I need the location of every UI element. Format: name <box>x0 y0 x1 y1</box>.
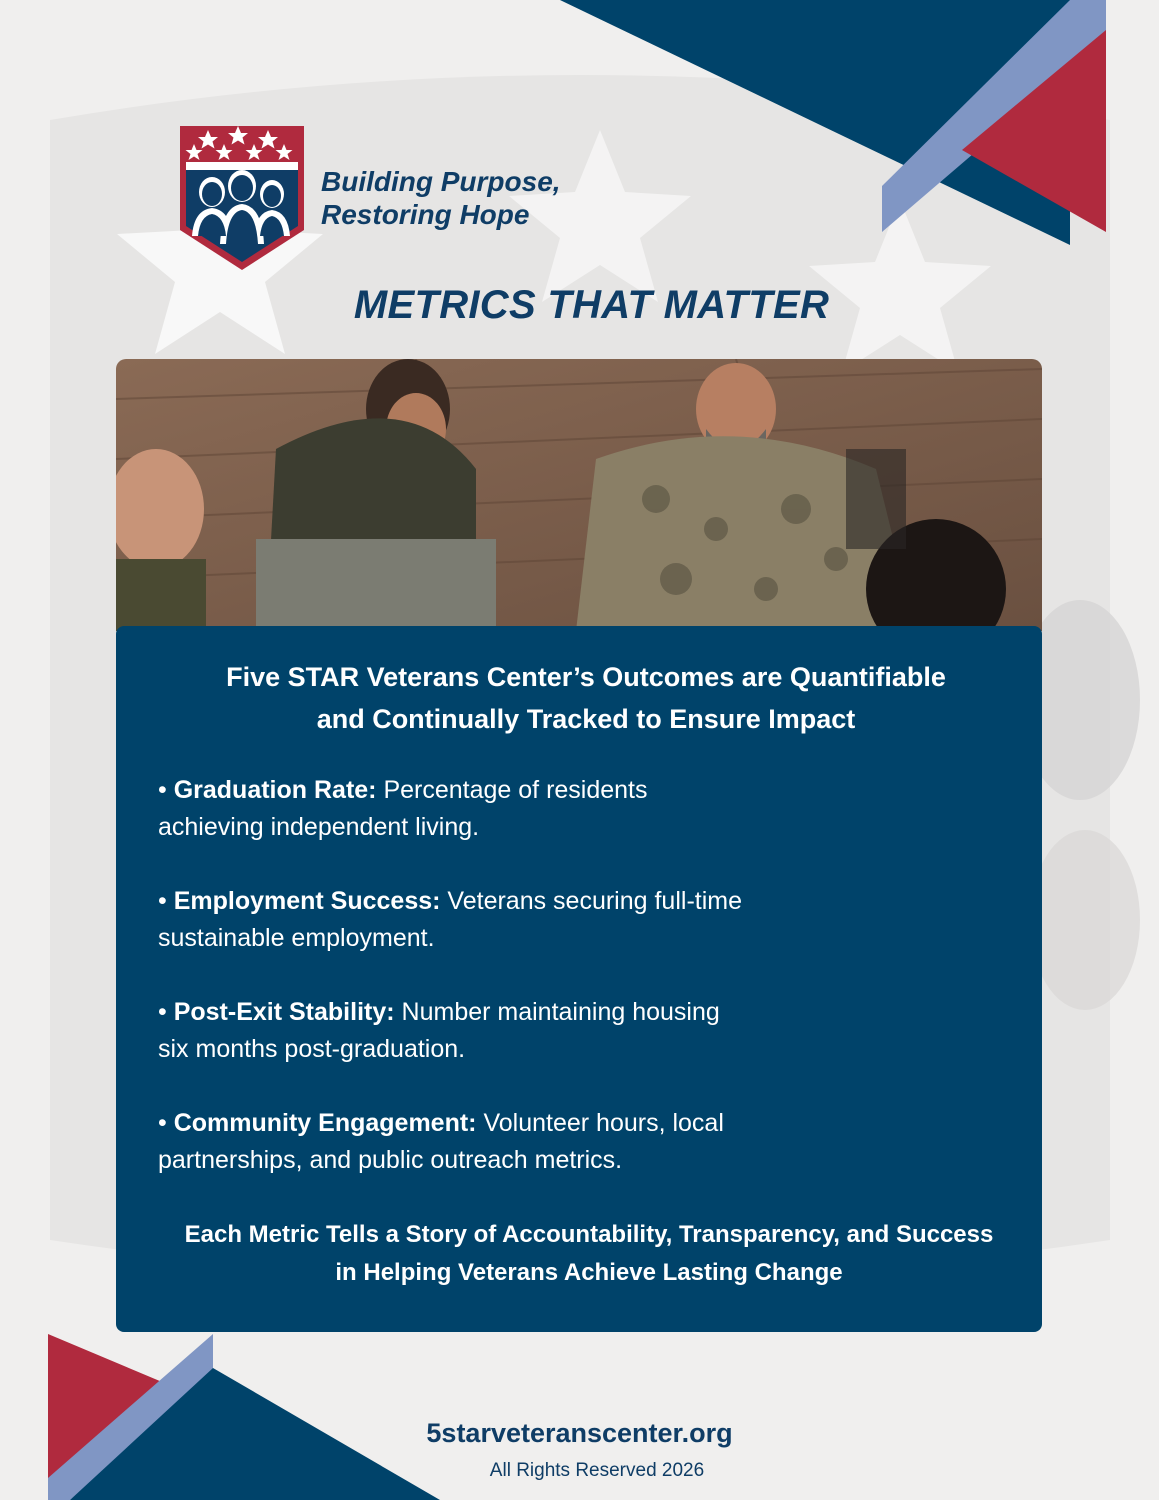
panel-closing-statement <box>116 1216 1062 1292</box>
tagline-line-1: Building Purpose, <box>321 166 561 197</box>
metric-item-community-engagement: • Community Engagement: Volunteer hours, local partnerships, and public outreach metrics. <box>158 1105 798 1179</box>
metric-label: Post-Exit Stability: <box>173 998 395 1026</box>
brand-tagline <box>321 165 561 231</box>
metric-item-graduation-rate: • Graduation Rate: Percentage of residents achieving independent living. <box>158 772 798 846</box>
metric-label: Employment Success: <box>173 887 441 915</box>
metric-label: Graduation Rate: <box>173 776 377 804</box>
veterans-group-discussion-photo <box>116 359 1042 631</box>
tagline-line-2: Restoring Hope <box>321 199 530 230</box>
metric-label: Community Engagement: <box>173 1109 477 1137</box>
closing-line-2: in Helping Veterans Achieve Lasting Change <box>335 1259 843 1286</box>
metric-text-continued: six months post-graduation. <box>158 1035 466 1063</box>
metric-text-continued: achieving independent living. <box>158 813 480 841</box>
panel-heading-line-2: and Continually Tracked to Ensure Impact <box>316 704 856 734</box>
panel-heading-line-1: Five STAR Veterans Center’s Outcomes are Quantifiable <box>226 662 946 692</box>
panel-heading <box>116 656 1056 740</box>
metrics-panel <box>116 626 1042 1332</box>
metric-text-continued: sustainable employment. <box>158 924 435 952</box>
website-link[interactable]: 5starveteranscenter.org <box>426 1418 733 1448</box>
veterans-shield-logo-icon <box>178 124 306 272</box>
copyright-text: All Rights Reserved 2026 <box>489 1460 705 1481</box>
page-title: METRICS THAT MATTER <box>353 283 830 327</box>
metric-text-continued: partnerships, and public outreach metrics. <box>158 1146 623 1174</box>
metric-text: Volunteer hours, local <box>483 1109 724 1137</box>
closing-line-1: Each Metric Tells a Story of Accountability, Transparency, and Success <box>184 1221 994 1248</box>
metric-item-employment-success: • Employment Success: Veterans securing full-time sustainable employment. <box>158 883 798 957</box>
metric-text: Number maintaining housing <box>401 998 720 1026</box>
metric-item-post-exit-stability: • Post-Exit Stability: Number maintaining housing six months post-graduation. <box>158 994 798 1068</box>
metric-text: Veterans securing full-time <box>447 887 743 915</box>
metric-text: Percentage of residents <box>383 776 648 804</box>
